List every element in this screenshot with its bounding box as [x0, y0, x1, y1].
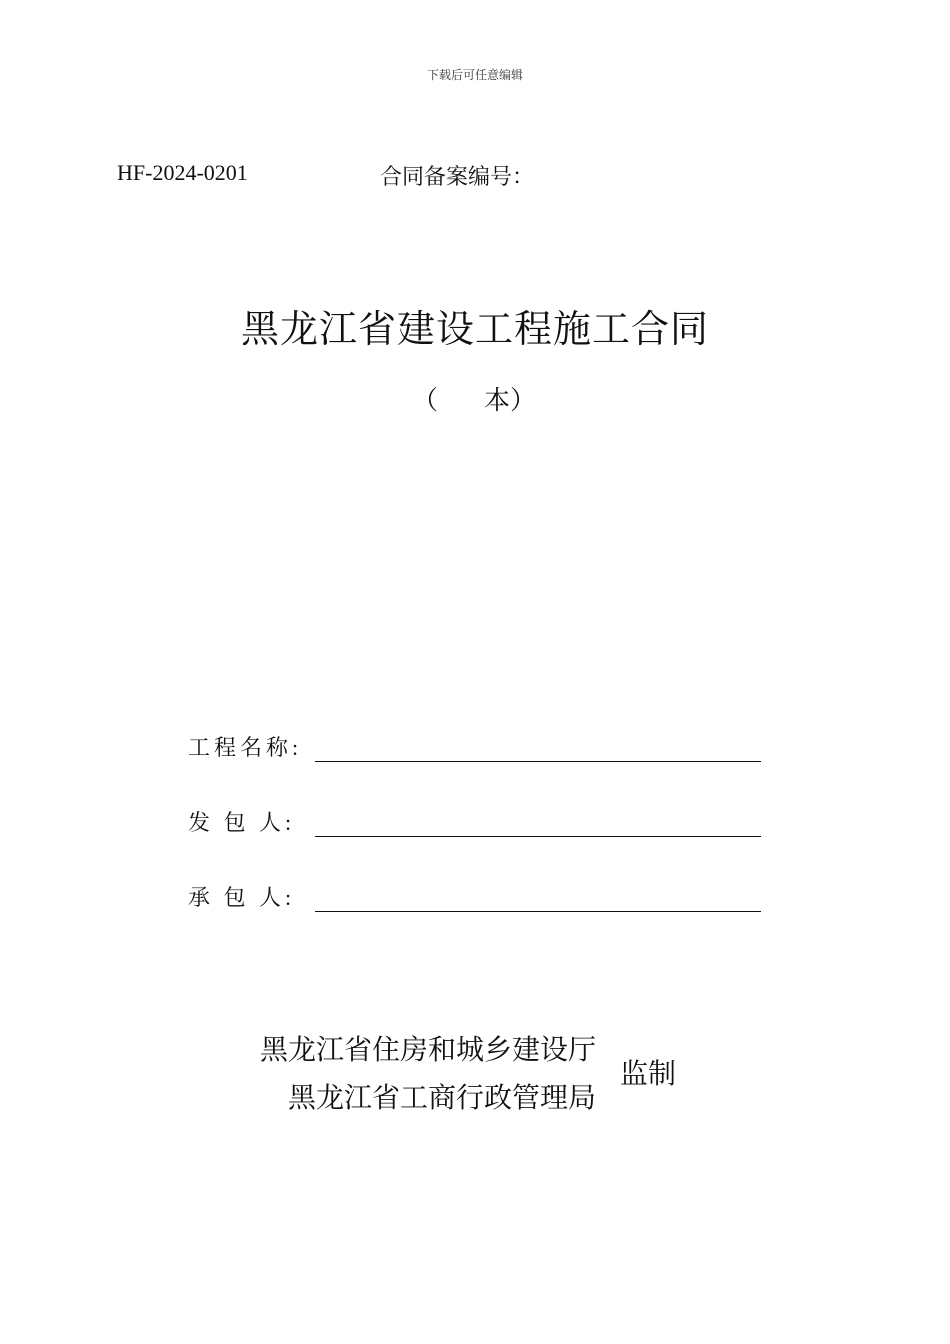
copy-type	[412, 380, 536, 417]
contractor-underline	[315, 911, 761, 912]
project-name-label: 工程名称:	[188, 735, 303, 760]
project-name-field[interactable]	[188, 722, 768, 762]
contractor-field[interactable]	[188, 872, 768, 912]
contract-code: HF-2024-0201	[117, 160, 248, 185]
employer-underline	[315, 836, 761, 837]
header-note: 下载后可任意编辑	[426, 68, 523, 82]
issuer-housing-department: 黑龙江省住房和城乡建设厅	[259, 1033, 596, 1066]
copy-type-text: 本）	[484, 386, 537, 416]
employer-field[interactable]	[188, 797, 768, 837]
project-name-underline	[315, 761, 761, 762]
contractor-label: 承 包 人:	[188, 885, 296, 910]
filing-number-label: 合同备案编号：	[380, 164, 535, 189]
supervision-label: 监制	[620, 1057, 677, 1090]
copy-type-open-paren: （	[412, 386, 439, 416]
issuer-commerce-bureau: 黑龙江省工商行政管理局	[287, 1081, 596, 1114]
document-title: 黑龙江省建设工程施工合同	[240, 309, 709, 351]
employer-label: 发 包 人:	[188, 810, 296, 835]
